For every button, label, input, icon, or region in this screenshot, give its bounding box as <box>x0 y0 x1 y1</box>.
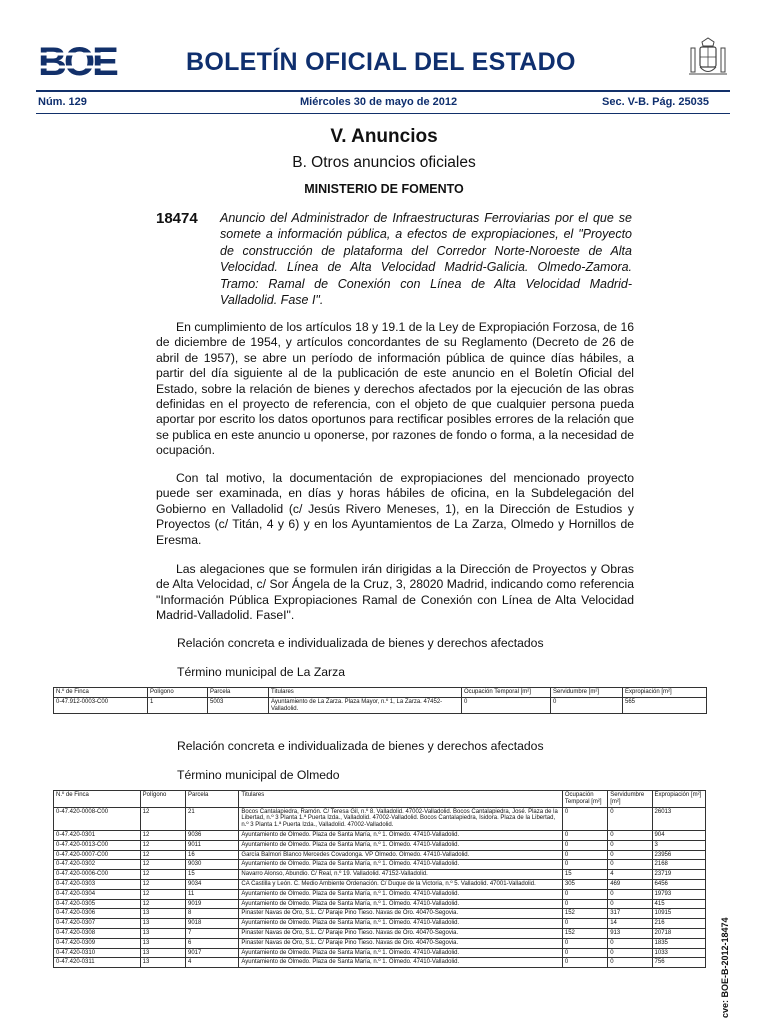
table-cell: 0-47.420-0013-C00 <box>54 840 141 850</box>
table-cell: 0-47.420-0008-C00 <box>54 807 141 830</box>
boe-logo <box>36 42 118 80</box>
table-cell: 0 <box>562 938 607 948</box>
table-cell: 0 <box>562 840 607 850</box>
table-cell: 2168 <box>652 860 705 870</box>
table-cell: 0 <box>562 860 607 870</box>
table-cell: 8 <box>186 909 239 919</box>
table-cell: 0 <box>608 840 652 850</box>
table-cell: 12 <box>140 807 185 830</box>
table-cell: 9030 <box>186 860 239 870</box>
table-cell: García Balmori Blanco Mercedes Covadonga. VP Olmedo. Olmedo. 47410-Valladolid. <box>239 850 562 860</box>
column-header: Polígono <box>148 688 208 698</box>
table-cell: 12 <box>140 899 185 909</box>
table-cell: 216 <box>652 919 705 929</box>
table-cell: 9017 <box>186 948 239 958</box>
table-cell: 6 <box>186 938 239 948</box>
paragraph-text: En cumplimiento de los artículos 18 y 19.1 de la Ley de Expropiación Forzosa, de 16 de diciembre de 1954, y artículos concordantes de su Reglamento (Decreto de 26 de abril de 1957), se abre un período de información pública de quince días hábiles, a partir del día siguiente al de la publicación de este anuncio en el Boletín Oficial del Estado, sobre la relación de bienes y derechos afectados por la ejecución de las obras definidas en el proyecto de referencia, con el objeto de que cualquier persona pueda aportar por escrito los datos oportunos para rectificar posibles errores de la relación que se publica en este anuncio u oponerse, por razones de fondo o forma, a la necesidad de ocupación. <box>156 320 634 458</box>
table-cell: 469 <box>608 879 652 889</box>
table-cell: Ayuntamiento de Olmedo. Plaza de Santa María, n.º 1. Olmedo. 47410-Valladolid. <box>239 958 562 968</box>
column-header: Ocupación Temporal [m²] <box>462 688 551 698</box>
column-header: Parcela <box>186 791 239 808</box>
table-cell: 0 <box>562 807 607 830</box>
table-cell: 0 <box>608 850 652 860</box>
table-cell: 0 <box>608 938 652 948</box>
table-cell: 10915 <box>652 909 705 919</box>
table-cell: 0-47.420-0305 <box>54 899 141 909</box>
column-header: N.º de Finca <box>54 791 141 808</box>
cve-code: cve: BOE-B-2012-18474 <box>720 917 730 1018</box>
table-cell: Ayuntamiento de Olmedo. Plaza de Santa María, n.º 1. Olmedo. 47410-Valladolid. <box>239 948 562 958</box>
table-cell: 913 <box>608 928 652 938</box>
table-cell: 12 <box>140 879 185 889</box>
newspaper-title: BOLETÍN OFICIAL DEL ESTADO <box>186 48 576 76</box>
paragraph-text: Con tal motivo, la documentación de expropiaciones del mencionado proyecto puede ser examinada, en días y horas hábiles de oficina, en la Subdelegación del Gobierno en Valladolid (c/ Jesús Rivero Meneses, 1), en la Dirección de Estudios y Proyectos (c/ Titán, 4 y 6) y en los Ayuntamientos de La Zarza, Olmedo y Hornillos de Eresma. <box>156 471 634 547</box>
header-rule-top <box>36 90 730 92</box>
table-row <box>54 879 706 889</box>
table-row <box>54 807 706 830</box>
table-cell: 0-47.420-0308 <box>54 928 141 938</box>
table-row <box>54 860 706 870</box>
table-cell: 4 <box>186 958 239 968</box>
paragraph-text: Las alegaciones que se formulen irán dirigidas a la Dirección de Proyectos y Obras de Alta Velocidad, c/ Sor Ángela de la Cruz, 3, 28020 Madrid, indicando como referencia "Información Pública Expropiaciones Ramal de Conexión con Línea de Alta Velocidad Madrid-Valladolid. FaseI". <box>156 562 634 623</box>
announcement-number: 18474 <box>156 210 198 227</box>
table-header-row <box>54 791 706 808</box>
table-cell: 756 <box>652 958 705 968</box>
relation-title: Relación concreta e individualizada de bienes y derechos afectados <box>177 739 544 753</box>
table-cell: 9018 <box>186 919 239 929</box>
table-cell: 0-47.420-0302 <box>54 860 141 870</box>
table-cell: 5003 <box>208 697 269 714</box>
column-header: Expropiación [m²] <box>652 791 705 808</box>
table-cell: 0-47.420-0007-C00 <box>54 850 141 860</box>
table-cell: Pinaster Navas de Oro, S.L. C/ Paraje Pino Tieso. Navas de Oro. 40470-Segovia. <box>239 928 562 938</box>
table-cell: 0-47.420-0306 <box>54 909 141 919</box>
table-header-row <box>54 688 707 698</box>
table-cell: 0 <box>562 830 607 840</box>
table-cell: 0 <box>562 889 607 899</box>
table-cell: 12 <box>140 889 185 899</box>
table-cell: 11 <box>186 889 239 899</box>
table-cell: Bocos Cantalapiedra, Ramón. C/ Teresa Gil, n.º 8. Valladolid. 47002-Valladolid. Bocos Cantalapiedra, José. Plaza de la Libertad, n.º 3 Planta 1.ª Puerta Izda., Valladolid. 47002-Valladolid. Bocos Cantalapiedra, Isidora. Plaza de la Libertad, n.º 3 Planta 1.ª Puerta Izda., Valladolid. 47002-Valladolid. <box>239 807 562 830</box>
table-cell: 20718 <box>652 928 705 938</box>
table-cell: 0 <box>562 958 607 968</box>
table-cell: 13 <box>140 909 185 919</box>
table-row <box>54 899 706 909</box>
table-cell: Ayuntamiento de Olmedo. Plaza de Santa María, n.º 1. Olmedo. 47410-Valladolid. <box>239 830 562 840</box>
section-heading: V. Anuncios <box>330 126 438 147</box>
section-page: Sec. V-B. Pág. 25035 <box>602 96 710 108</box>
table-cell: Pinaster Navas de Oro, S.L. C/ Paraje Pino Tieso. Navas de Oro. 40470-Segovia. <box>239 909 562 919</box>
table-cell: 0-47.420-0304 <box>54 889 141 899</box>
table-cell: CA Castilla y León. C. Medio Ambiente Ordenación. C/ Duque de la Victoria, n.º 5. Valladolid. 47001-Valladolid. <box>239 879 562 889</box>
table-cell: 6456 <box>652 879 705 889</box>
table-cell: Navarro Alonso, Abundio. C/ Real, n.º 19. Valladolid. 47152-Valladolid. <box>239 870 562 880</box>
table-cell: 0 <box>562 919 607 929</box>
boe-logo-text: BOE <box>38 42 116 80</box>
table-cell: 26013 <box>652 807 705 830</box>
table-row <box>54 958 706 968</box>
table-cell: 23956 <box>652 850 705 860</box>
table-cell: 9011 <box>186 840 239 850</box>
column-header: Ocupación Temporal [m²] <box>562 791 607 808</box>
table-cell: 4 <box>608 870 652 880</box>
table-cell: 0 <box>608 807 652 830</box>
table-cell: 0-47.420-0006-C00 <box>54 870 141 880</box>
table-cell: 13 <box>140 928 185 938</box>
table-cell: 16 <box>186 850 239 860</box>
table-row <box>54 948 706 958</box>
column-header: Titulares <box>239 791 562 808</box>
table-cell: 13 <box>140 948 185 958</box>
table-row <box>54 938 706 948</box>
table-cell: 0 <box>551 697 623 714</box>
table-cell: 12 <box>140 850 185 860</box>
table-row <box>54 850 706 860</box>
header-rule-bottom <box>36 113 730 114</box>
table-row <box>54 889 706 899</box>
table-cell: 0 <box>608 889 652 899</box>
table-cell: 13 <box>140 958 185 968</box>
coat-of-arms-icon <box>686 36 730 80</box>
table-cell: 9019 <box>186 899 239 909</box>
table-cell: 14 <box>608 919 652 929</box>
table-cell: 0 <box>562 948 607 958</box>
column-header: Servidumbre [m²] <box>608 791 652 808</box>
table-cell: 0-47.420-0301 <box>54 830 141 840</box>
table-cell: Ayuntamiento de Olmedo. Plaza de Santa María, n.º 1. Olmedo. 47410-Valladolid. <box>239 899 562 909</box>
table-cell: 0-47.420-0307 <box>54 919 141 929</box>
table-cell: 0 <box>608 860 652 870</box>
table-cell: 19793 <box>652 889 705 899</box>
table-cell: 152 <box>562 909 607 919</box>
table-cell: 0 <box>608 830 652 840</box>
table-cell: 0 <box>608 958 652 968</box>
table-cell: 0 <box>562 899 607 909</box>
table-row <box>54 919 706 929</box>
table-cell: 23719 <box>652 870 705 880</box>
table-cell: 305 <box>562 879 607 889</box>
table-la-zarza <box>53 687 707 714</box>
table-row <box>54 830 706 840</box>
table-cell: 0 <box>608 948 652 958</box>
table-cell: 0 <box>608 899 652 909</box>
table-cell: 9034 <box>186 879 239 889</box>
table-row <box>54 697 707 714</box>
table-cell: Ayuntamiento de La Zarza. Plaza Mayor, n.º 1, La Zarza. 47452-Valladolid. <box>269 697 462 714</box>
table-cell: 904 <box>652 830 705 840</box>
municipality-olmedo: Término municipal de Olmedo <box>177 768 340 782</box>
table-cell: 317 <box>608 909 652 919</box>
table-row <box>54 840 706 850</box>
table-row <box>54 870 706 880</box>
table-cell: 415 <box>652 899 705 909</box>
table-cell: 1 <box>148 697 208 714</box>
issue-number: Núm. 129 <box>38 96 87 108</box>
body-paragraph <box>156 562 634 624</box>
table-row <box>54 928 706 938</box>
table-cell: 12 <box>140 870 185 880</box>
relation-title: Relación concreta e individualizada de bienes y derechos afectados <box>177 636 544 650</box>
table-cell: 12 <box>140 860 185 870</box>
table-cell: 1835 <box>652 938 705 948</box>
table-cell: 0-47.912-0003-C00 <box>54 697 148 714</box>
table-cell: 1033 <box>652 948 705 958</box>
table-cell: 15 <box>186 870 239 880</box>
column-header: Servidumbre [m²] <box>551 688 623 698</box>
announcement-summary: Anuncio del Administrador de Infraestructuras Ferroviarias por el que se somete a información pública, a efectos de expropiaciones, el "Proyecto de construcción de plataforma del Corredor Norte-Noroeste de Alta Velocidad. Línea de Alta Velocidad Madrid-Galicia. Olmedo-Zamora. Tramo: Ramal de Conexión con Línea de Alta Velocidad Madrid-Valladolid. Fase I". <box>220 211 632 308</box>
table-cell: 152 <box>562 928 607 938</box>
table-cell: 15 <box>562 870 607 880</box>
table-cell: Ayuntamiento de Olmedo. Plaza de Santa María, n.º 1. Olmedo. 47410-Valladolid. <box>239 919 562 929</box>
subsection-heading: B. Otros anuncios oficiales <box>292 154 476 171</box>
issue-date: Miércoles 30 de mayo de 2012 <box>300 96 458 108</box>
table-cell: 0 <box>462 697 551 714</box>
table-row <box>54 909 706 919</box>
table-cell: 9036 <box>186 830 239 840</box>
table-cell: 13 <box>140 919 185 929</box>
column-header: Polígono <box>140 791 185 808</box>
table-cell: 0 <box>562 850 607 860</box>
table-cell: Ayuntamiento de Olmedo. Plaza de Santa María, n.º 1. Olmedo. 47410-Valladolid. <box>239 840 562 850</box>
table-cell: Ayuntamiento de Olmedo. Plaza de Santa María, n.º 1. Olmedo. 47410-Valladolid. <box>239 889 562 899</box>
ministry-heading: MINISTERIO DE FOMENTO <box>304 182 464 196</box>
column-header: Parcela <box>208 688 269 698</box>
column-header: N.º de Finca <box>54 688 148 698</box>
table-cell: 21 <box>186 807 239 830</box>
table-cell: 0-47.420-0303 <box>54 879 141 889</box>
table-cell: 13 <box>140 938 185 948</box>
table-cell: Pinaster Navas de Oro, S.L. C/ Paraje Pino Tieso. Navas de Oro. 40470-Segovia. <box>239 938 562 948</box>
column-header: Expropiación [m²] <box>623 688 707 698</box>
municipality-la-zarza: Término municipal de La Zarza <box>177 665 345 679</box>
table-cell: 0-47.420-0309 <box>54 938 141 948</box>
table-olmedo <box>53 790 706 968</box>
table-cell: 0-47.420-0310 <box>54 948 141 958</box>
body-paragraph <box>156 471 634 548</box>
table-cell: 3 <box>652 840 705 850</box>
table-cell: 12 <box>140 830 185 840</box>
body-paragraph <box>156 320 634 459</box>
column-header: Titulares <box>269 688 462 698</box>
table-cell: 565 <box>623 697 707 714</box>
table-cell: 12 <box>140 840 185 850</box>
table-cell: 7 <box>186 928 239 938</box>
table-cell: 0-47.420-0311 <box>54 958 141 968</box>
table-cell: Ayuntamiento de Olmedo. Plaza de Santa María, n.º 1. Olmedo. 47410-Valladolid. <box>239 860 562 870</box>
